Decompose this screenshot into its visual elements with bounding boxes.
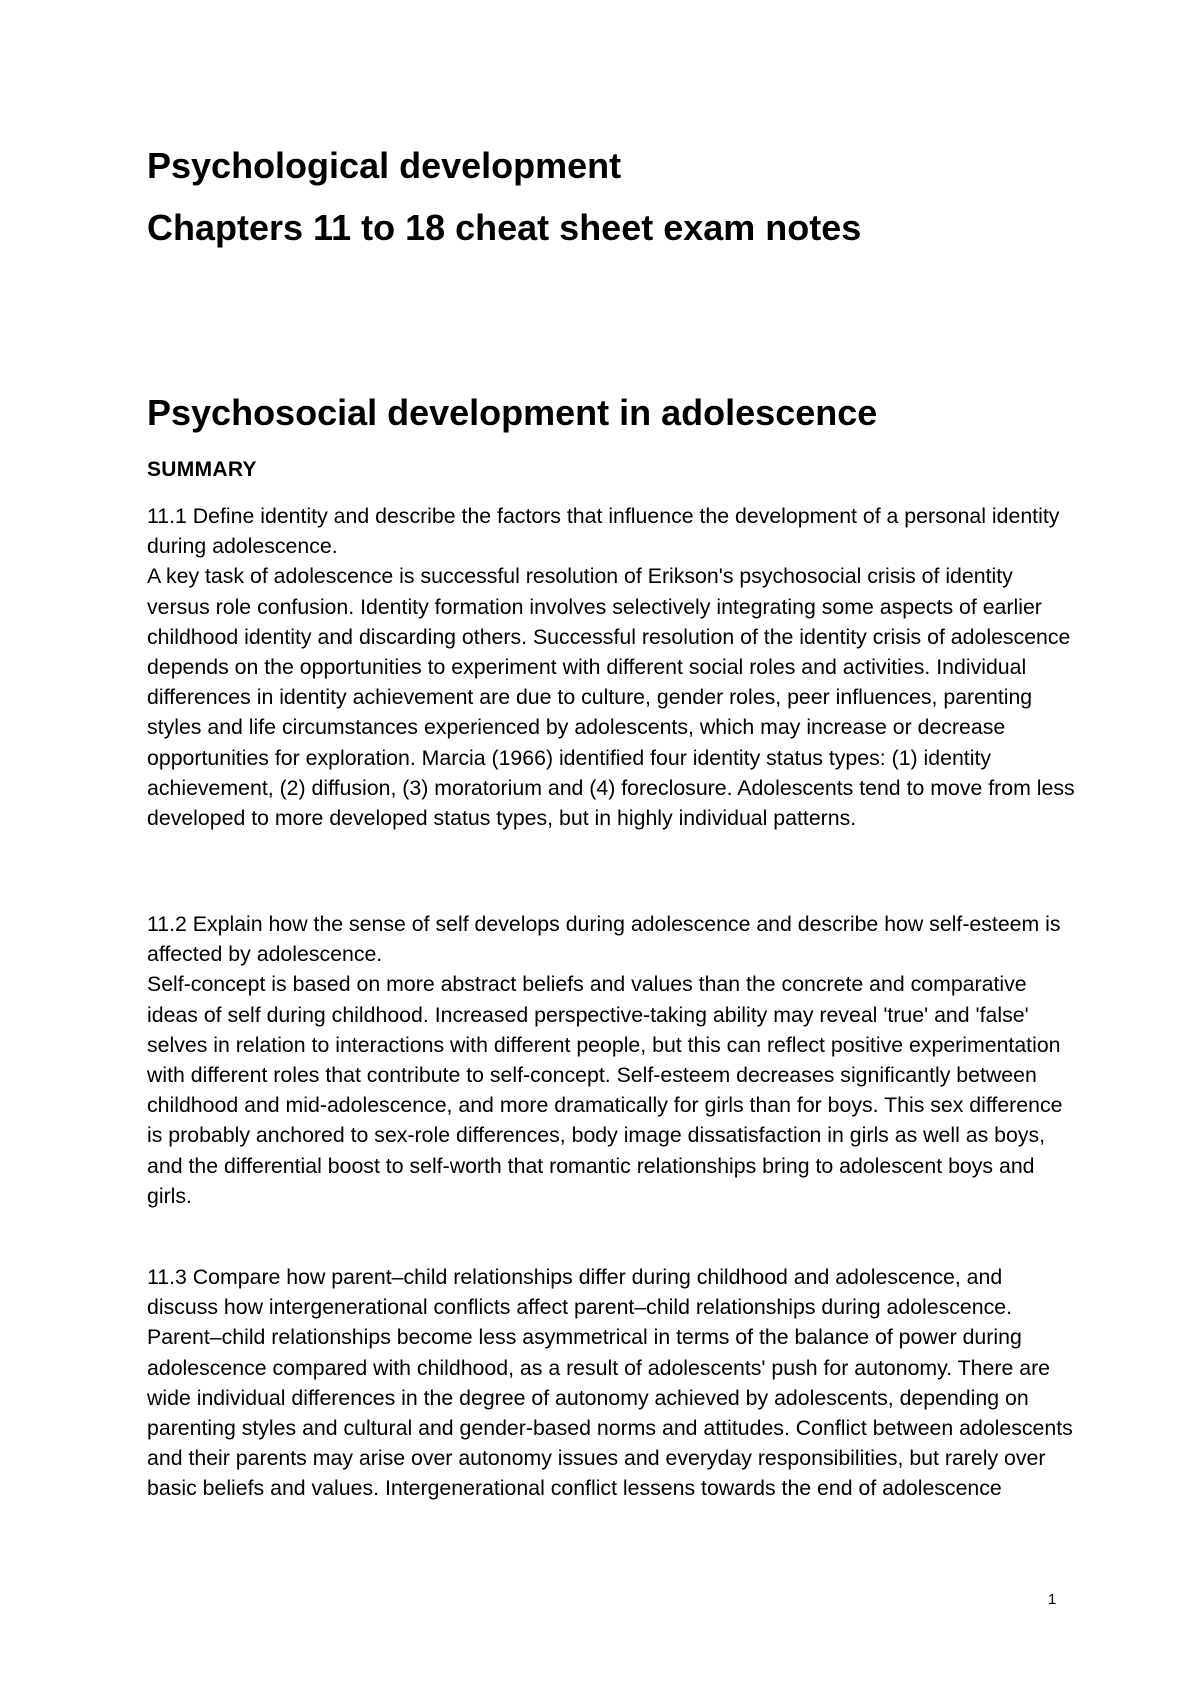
objective-heading: 11.3 Compare how parent–child relationships differ during childhood and adolescence, and discuss how intergenerational conflicts affect parent–child relationships during adolescence. bbox=[147, 1265, 1013, 1320]
objective-body: Self-concept is based on more abstract beliefs and values than the concrete and comparative ideas of self during childhood. Increased perspective-taking ability may reveal 'true' and 'false' selves in relation to interactions with different people, but this can reflect positive experimentation with different roles that contribute to self-concept. Self-esteem decreases significantly between childhood and mid-adolescence, and more dramatically for girls than for boys. This sex difference is probably anchored to sex-role differences, body image dissatisfaction in girls as well as boys, and the differential boost to self-worth that romantic relationships bring to adolescent boys and girls. bbox=[147, 972, 1063, 1208]
objective-body: A key task of adolescence is successful resolution of Erikson's psychosocial crisis of identity versus role confusion. Identity formation involves selectively integrating some aspects of earlier childhood identity and discarding others. Successful resolution of the identity crisis of adolescence depends on the opportunities to experiment with different social roles and activities. Individual differences in identity achievement are due to culture, gender roles, peer influences, parenting styles and life circumstances experienced by adolescents, which may increase or decrease opportunities for exploration. Marcia (1966) identified four identity status types: (1) identity achievement, (2) diffusion, (3) moratorium and (4) foreclosure. Adolescents tend to move from less developed to more developed status types, but in highly individual patterns. bbox=[147, 564, 1075, 831]
objective-block-11-3 bbox=[147, 1262, 1077, 1504]
objective-heading: 11.2 Explain how the sense of self develops during adolescence and describe how self-esteem is affected by adolescence. bbox=[147, 912, 1061, 967]
objective-block-11-1 bbox=[147, 501, 1077, 833]
objective-block-11-2 bbox=[147, 909, 1077, 1211]
document-subtitle: Chapters 11 to 18 cheat sheet exam notes bbox=[147, 207, 862, 248]
objective-heading: 11.1 Define identity and describe the factors that influence the development of a personal identity during adolescence. bbox=[147, 504, 1060, 559]
page-number: 1 bbox=[1048, 1591, 1057, 1608]
summary-label: SUMMARY bbox=[147, 458, 257, 481]
section-heading: Psychosocial development in adolescence bbox=[147, 392, 878, 433]
document-title: Psychological development bbox=[147, 145, 622, 186]
objective-body: Parent–child relationships become less asymmetrical in terms of the balance of power during adolescence compared with childhood, as a result of adolescents' push for autonomy. There are wide individual differences in the degree of autonomy achieved by adolescents, depending on parenting styles and cultural and gender-based norms and attitudes. Conflict between adolescents and their parents may arise over autonomy issues and everyday responsibilities, but rarely over basic beliefs and values. Intergenerational conflict lessens towards the end of adolescence bbox=[147, 1325, 1073, 1501]
